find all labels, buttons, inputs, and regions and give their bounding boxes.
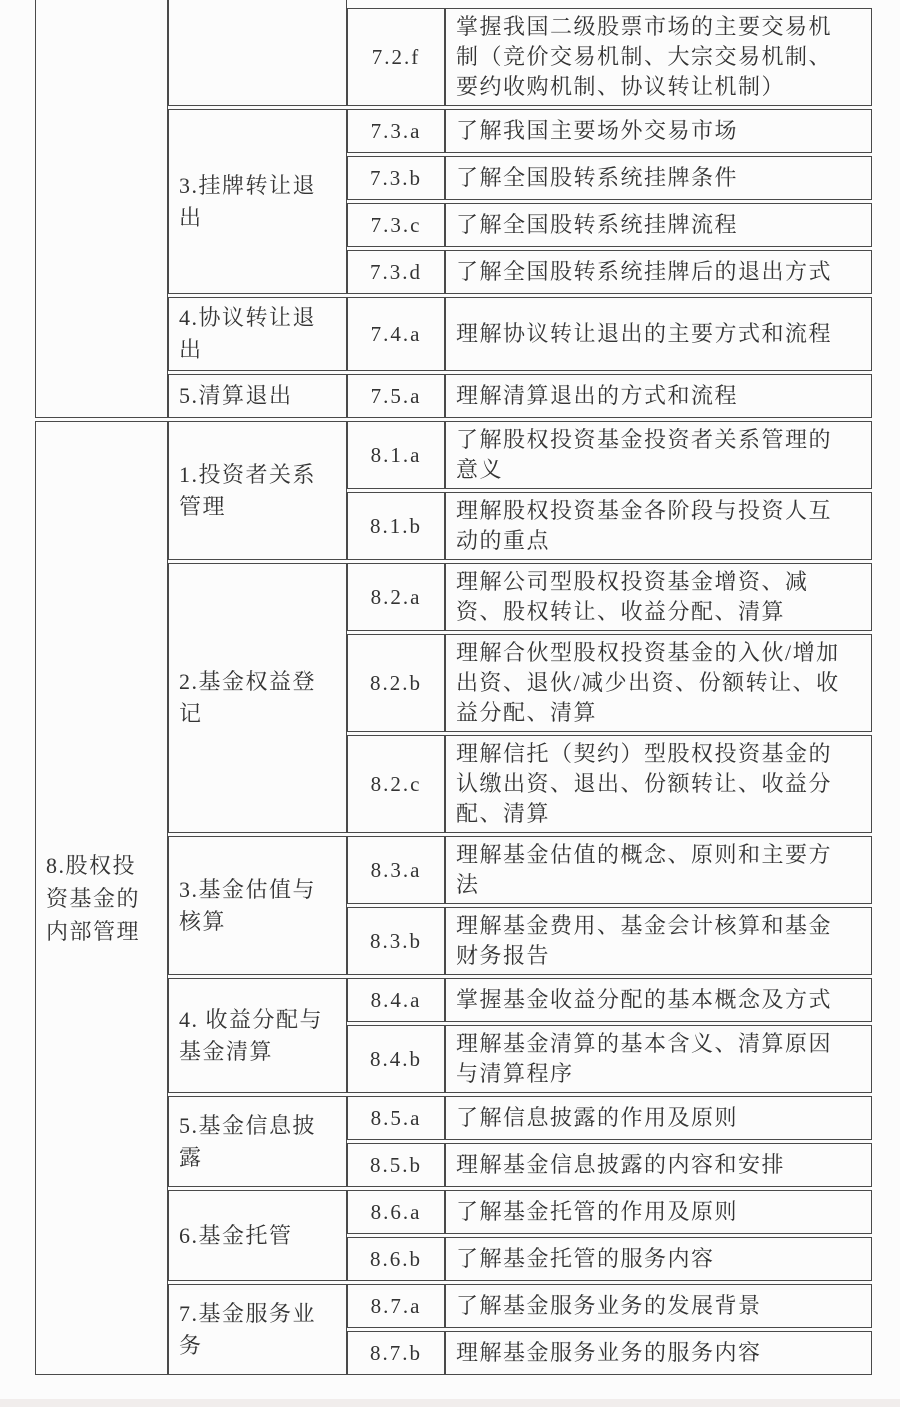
requirement-code: 8.6.a — [370, 1199, 422, 1224]
rows — [347, 297, 872, 371]
requirement-desc-cell — [445, 492, 872, 560]
section-cell — [168, 563, 347, 833]
rows — [347, 0, 872, 106]
table-row — [347, 1190, 872, 1234]
rows — [347, 1096, 872, 1187]
section-cell — [168, 0, 347, 106]
requirement-code-cell — [347, 1331, 445, 1375]
requirement-desc: 了解股权投资基金投资者关系管理的意义 — [456, 427, 833, 482]
requirement-code: 7.3.b — [370, 165, 422, 190]
table-row — [347, 907, 872, 975]
requirement-code: 8.4.a — [370, 987, 422, 1012]
table-row — [347, 250, 872, 294]
requirement-code: 8.7.b — [370, 1340, 422, 1365]
requirement-code: 8.2.a — [370, 584, 422, 609]
section-cell — [168, 978, 347, 1093]
table-row — [347, 836, 872, 904]
rows — [347, 109, 872, 294]
rows — [347, 374, 872, 418]
requirement-desc-cell — [445, 735, 872, 833]
table-row — [347, 978, 872, 1022]
chapter-group — [35, 421, 872, 1375]
section-group — [168, 297, 872, 371]
requirement-desc-cell — [445, 1143, 872, 1187]
requirement-code: 8.5.a — [370, 1105, 422, 1130]
requirement-code-cell — [347, 1237, 445, 1281]
requirement-desc: 掌握基金收益分配的基本概念及方式 — [456, 987, 833, 1012]
table-row — [347, 203, 872, 247]
section-cell — [168, 1190, 347, 1281]
table-row — [347, 492, 872, 560]
requirement-desc: 理解合伙型股权投资基金的入伙/增加出资、退伙/减少出资、份额转让、收益分配、清算 — [456, 640, 840, 725]
requirement-code: 7.4.a — [370, 321, 422, 346]
requirement-desc-cell — [445, 156, 872, 200]
requirement-desc: 了解基金托管的作用及原则 — [456, 1199, 739, 1224]
requirement-code-cell — [347, 1025, 445, 1093]
requirement-desc: 了解信息披露的作用及原则 — [456, 1105, 739, 1130]
section-label: 7.基金服务业务 — [179, 1300, 317, 1358]
requirement-desc: 理解基金估值的概念、原则和主要方法 — [456, 842, 833, 897]
section-group — [168, 374, 872, 418]
requirement-code: 7.5.a — [370, 383, 422, 408]
requirement-desc-cell — [445, 978, 872, 1022]
section-cell — [168, 836, 347, 975]
requirement-desc-cell — [445, 1284, 872, 1328]
requirement-desc-cell — [445, 374, 872, 418]
table-row — [347, 1096, 872, 1140]
requirement-code-cell — [347, 735, 445, 833]
requirement-code: 8.2.c — [370, 771, 422, 796]
table-row — [347, 109, 872, 153]
requirement-code: 7.3.c — [370, 212, 422, 237]
requirement-code-cell — [347, 492, 445, 560]
requirement-code: 8.1.b — [370, 513, 422, 538]
requirement-code-cell — [347, 109, 445, 153]
syllabus-table — [35, 0, 872, 1375]
section-group — [168, 109, 872, 294]
section-cell — [168, 109, 347, 294]
section-group — [168, 1190, 872, 1281]
section-group — [168, 563, 872, 833]
requirement-code-cell — [347, 1284, 445, 1328]
section-cell — [168, 374, 347, 418]
requirement-desc: 了解全国股转系统挂牌后的退出方式 — [456, 259, 833, 284]
sections — [168, 421, 872, 1375]
section-group — [168, 421, 872, 560]
requirement-desc-cell — [445, 1025, 872, 1093]
requirement-code: 8.6.b — [370, 1246, 422, 1271]
chapter-group — [35, 0, 872, 418]
section-cell — [168, 421, 347, 560]
page-bottom-scan-artifact — [0, 1399, 900, 1407]
requirement-desc: 理解股权投资基金各阶段与投资人互动的重点 — [456, 498, 833, 553]
requirement-desc: 了解全国股转系统挂牌流程 — [456, 212, 739, 237]
requirement-code-cell — [347, 156, 445, 200]
requirement-desc: 理解基金清算的基本含义、清算原因与清算程序 — [456, 1031, 833, 1086]
requirement-code-cell — [347, 978, 445, 1022]
table-row — [347, 421, 872, 489]
chapter-cell — [35, 421, 168, 1375]
requirement-desc-cell — [445, 1096, 872, 1140]
section-label: 5.基金信息披露 — [179, 1112, 317, 1170]
requirement-code-cell — [347, 1190, 445, 1234]
requirement-code-cell — [347, 907, 445, 975]
requirement-desc-cell — [445, 1190, 872, 1234]
chapter-label: 8.股权投资基金的内部管理 — [46, 852, 141, 944]
section-label: 4. 收益分配与基金清算 — [179, 1006, 324, 1064]
requirement-desc-cell — [445, 1331, 872, 1375]
section-group — [168, 978, 872, 1093]
requirement-desc-cell — [445, 250, 872, 294]
requirement-desc-cell — [445, 836, 872, 904]
requirement-code: 8.1.a — [370, 442, 422, 467]
requirement-code-cell — [347, 250, 445, 294]
table-row — [347, 1025, 872, 1093]
section-label: 2.基金权益登记 — [179, 669, 317, 726]
table-row — [347, 1143, 872, 1187]
requirement-code: 8.2.b — [370, 670, 422, 695]
section-label: 4.协议转让退出 — [179, 305, 317, 362]
table-row — [347, 563, 872, 631]
table-row — [347, 735, 872, 833]
chapter-cell — [35, 0, 168, 418]
requirement-desc-cell — [445, 1237, 872, 1281]
requirement-code-cell — [347, 563, 445, 631]
table-row — [347, 1284, 872, 1328]
rows — [347, 978, 872, 1093]
section-cell — [168, 297, 347, 371]
requirement-desc: 了解基金托管的服务内容 — [456, 1246, 715, 1271]
section-cell — [168, 1096, 347, 1187]
requirement-desc-cell — [445, 297, 872, 371]
requirement-code-cell — [347, 634, 445, 732]
requirement-code-cell — [347, 1143, 445, 1187]
requirement-desc: 理解基金信息披露的内容和安排 — [456, 1152, 786, 1177]
requirement-code-cell — [347, 374, 445, 418]
requirement-code: 8.7.a — [370, 1293, 422, 1318]
table-row — [347, 1237, 872, 1281]
requirement-desc: 理解信托（契约）型股权投资基金的认缴出资、退出、份额转让、收益分配、清算 — [456, 741, 833, 826]
requirement-desc-cell — [445, 203, 872, 247]
requirement-code: 7.3.d — [370, 259, 422, 284]
requirement-code: 7.2.f — [371, 44, 421, 69]
requirement-desc: 理解基金费用、基金会计核算和基金财务报告 — [456, 913, 833, 968]
requirement-code-cell — [347, 1096, 445, 1140]
requirement-desc-cell — [445, 907, 872, 975]
section-cell — [168, 1284, 347, 1375]
requirement-desc-cell — [445, 563, 872, 631]
section-label: 6.基金托管 — [179, 1222, 293, 1248]
table-row — [347, 634, 872, 732]
requirement-desc: 了解基金服务业务的发展背景 — [456, 1293, 762, 1318]
requirement-desc-cell — [445, 109, 872, 153]
requirement-desc: 理解基金服务业务的服务内容 — [456, 1340, 762, 1365]
section-group — [168, 1096, 872, 1187]
rows — [347, 1190, 872, 1281]
rows — [347, 563, 872, 833]
requirement-desc: 了解我国主要场外交易市场 — [456, 118, 739, 143]
requirement-desc: 理解公司型股权投资基金增资、减资、股权转让、收益分配、清算 — [456, 569, 809, 624]
requirement-code: 8.4.b — [370, 1046, 422, 1071]
requirement-code-cell — [347, 836, 445, 904]
table-row — [347, 8, 872, 106]
requirement-desc-cell — [445, 634, 872, 732]
section-group — [168, 836, 872, 975]
table-row — [347, 297, 872, 371]
section-label: 3.挂牌转让退出 — [179, 172, 317, 230]
section-group — [168, 0, 872, 106]
requirement-code-cell — [347, 421, 445, 489]
requirement-desc: 掌握我国二级股票市场的主要交易机制（竞价交易机制、大宗交易机制、要约收购机制、协议转让机制） — [456, 14, 833, 99]
requirement-desc: 了解全国股转系统挂牌条件 — [456, 165, 739, 190]
requirement-code-cell — [347, 203, 445, 247]
requirement-code-cell — [347, 8, 445, 106]
table-row — [347, 156, 872, 200]
rows — [347, 836, 872, 975]
section-group — [168, 1284, 872, 1375]
requirement-desc: 理解清算退出的方式和流程 — [456, 383, 739, 408]
section-label: 5.清算退出 — [179, 383, 293, 408]
requirement-code: 8.3.b — [370, 928, 422, 953]
requirement-code: 8.3.a — [370, 857, 422, 882]
rows — [347, 421, 872, 560]
requirement-code: 8.5.b — [370, 1152, 422, 1177]
rows — [347, 1284, 872, 1375]
requirement-code-cell — [347, 297, 445, 371]
requirement-desc: 理解协议转让退出的主要方式和流程 — [456, 321, 833, 346]
sections — [168, 0, 872, 418]
table-row — [347, 1331, 872, 1375]
section-label: 3.基金估值与核算 — [179, 876, 317, 934]
requirement-desc-cell — [445, 421, 872, 489]
section-label: 1.投资者关系管理 — [179, 461, 317, 519]
requirement-code: 7.3.a — [370, 118, 422, 143]
requirement-desc-cell — [445, 8, 872, 106]
table-row — [347, 374, 872, 418]
